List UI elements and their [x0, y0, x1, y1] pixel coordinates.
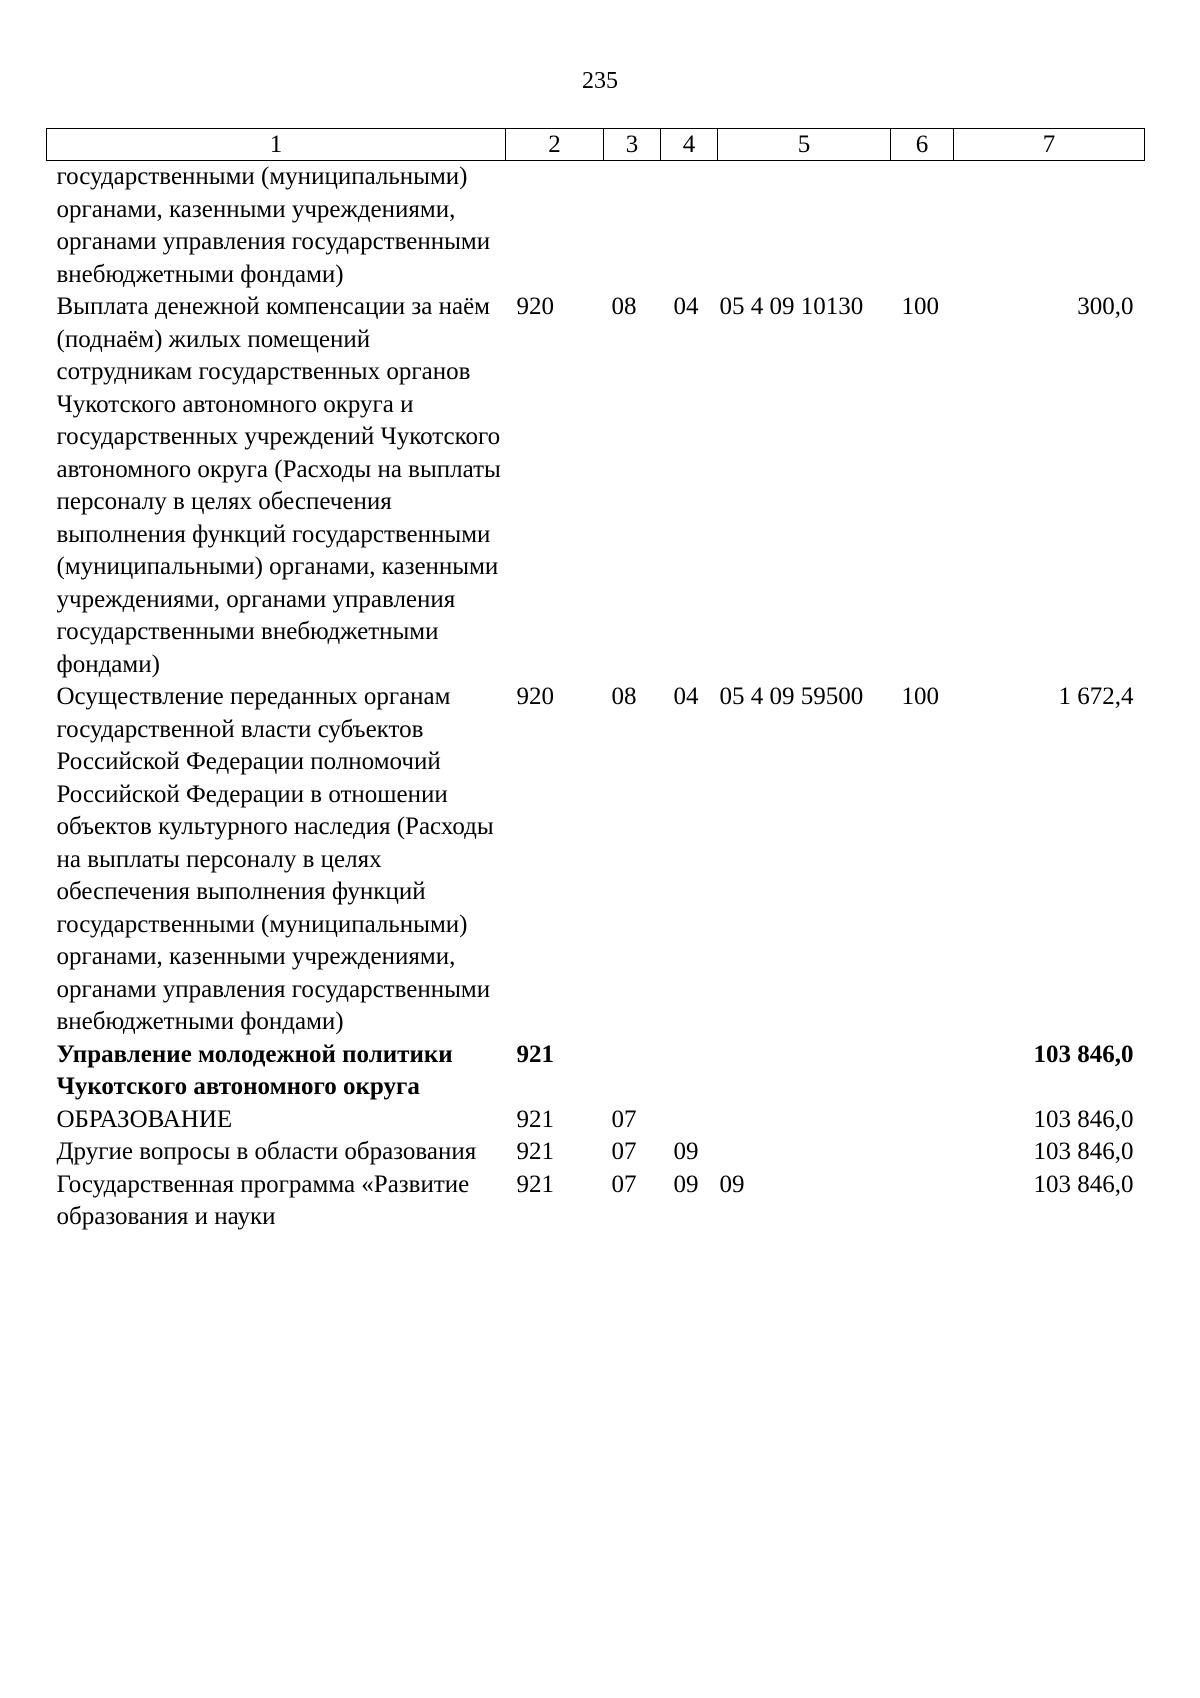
row-ministry-code: 921 [516, 1170, 554, 1198]
row-ministry-code: 921 [516, 1105, 554, 1133]
row-amount: 103 846,0 [1033, 1105, 1134, 1133]
row-ministry-code: 921 [516, 1138, 554, 1165]
column-header-5: 5 [718, 129, 891, 161]
row-amount: 1 672,4 [1058, 683, 1134, 710]
column-header-7: 7 [954, 129, 1145, 161]
row-section: 08 [611, 683, 637, 710]
row-ministry-code [506, 161, 604, 292]
row-subsection [661, 1039, 718, 1104]
row-expense-type [891, 161, 954, 292]
row-name: Государственная программа «Развитие образования и науки [56, 1170, 470, 1230]
page-number: 235 [582, 68, 618, 94]
row-target-article [718, 161, 891, 292]
column-header-3: 3 [604, 129, 661, 161]
column-header-6: 6 [891, 129, 954, 161]
table-row [47, 681, 1145, 1039]
row-subsection: 04 [673, 683, 699, 710]
row-expense-type [891, 1039, 954, 1104]
row-name: Выплата денежной компенсации за наём (поднаём) жилых помещений сотрудникам государственных органов Чукотского автономного округа и государственных учреждений Чукотского автономного округа (Расходы на выплаты персоналу в целях обеспечения выполнения функций государственными (муниципальными) органами, казенными учреждениями, органами управления государственными внебюджетными фондами) [56, 293, 501, 678]
row-target-article: 05 4 09 10130 [719, 293, 864, 320]
row-section: 07 [611, 1138, 637, 1165]
row-expense-type: 100 [901, 683, 939, 710]
table-row [47, 291, 1145, 681]
row-amount: 103 846,0 [1033, 1170, 1134, 1198]
row-ministry-code: 921 [516, 1040, 554, 1068]
row-name: государственными (муниципальными) органами, казенными учреждениями, органами управления государственными внебюджетными фондами) [56, 163, 491, 288]
row-name: Осуществление переданных органам государственной власти субъектов Российской Федерации полномочий Российской Федерации в отношении объектов культурного наследия (Расходы на выплаты персоналу в целях обеспечения выполнения функций государственными (муниципальными) органами, казенными учреждениями, органами управления государственными внебюджетными фондами) [56, 683, 494, 1035]
row-expense-type [891, 1104, 954, 1137]
row-target-article: 05 4 09 59500 [719, 683, 864, 710]
table-header-row [47, 129, 1145, 161]
row-ministry-code: 920 [516, 293, 554, 320]
row-subsection: 09 [673, 1170, 699, 1198]
row-amount: 103 846,0 [1033, 1138, 1134, 1165]
row-target-article: 09 [719, 1170, 745, 1198]
row-ministry-code: 920 [516, 683, 554, 710]
row-name: Другие вопросы в области образования [56, 1138, 477, 1165]
row-subsection: 04 [673, 293, 699, 320]
row-subsection [661, 161, 718, 292]
row-section: 08 [611, 293, 637, 320]
row-expense-type [891, 1136, 954, 1169]
row-target-article [718, 1039, 891, 1104]
row-subsection [661, 1104, 718, 1137]
row-amount [954, 161, 1145, 292]
budget-table [46, 128, 1145, 1234]
row-target-article [718, 1136, 891, 1169]
row-section [604, 1039, 661, 1104]
row-subsection: 09 [673, 1138, 699, 1165]
column-header-1: 1 [47, 129, 506, 161]
column-header-2: 2 [506, 129, 604, 161]
row-name: ОБРАЗОВАНИЕ [56, 1105, 233, 1133]
table-row [47, 161, 1145, 292]
table-row [47, 1104, 1145, 1137]
row-amount: 103 846,0 [1033, 1040, 1134, 1068]
row-section: 07 [611, 1170, 637, 1198]
row-expense-type [891, 1169, 954, 1234]
row-target-article [718, 1104, 891, 1137]
row-name: Управление молодежной политики Чукотского автономного округа [56, 1040, 453, 1100]
table-row [47, 1169, 1145, 1234]
row-section: 07 [611, 1105, 637, 1133]
table-row [47, 1136, 1145, 1169]
row-amount: 300,0 [1077, 293, 1134, 320]
row-expense-type: 100 [901, 293, 939, 320]
row-section [604, 161, 661, 292]
table-row [47, 1039, 1145, 1104]
column-header-4: 4 [661, 129, 718, 161]
